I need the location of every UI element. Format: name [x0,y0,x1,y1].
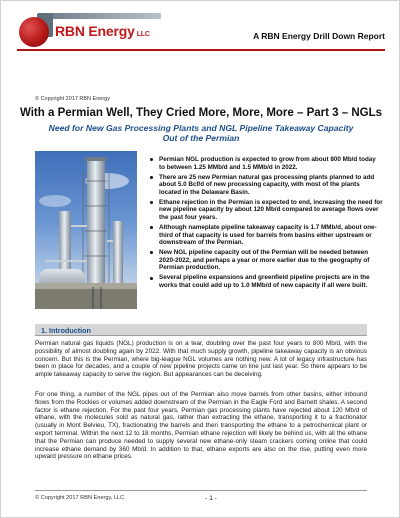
list-item: Although nameplate pipeline takeaway capacity is 1.7 MMb/d, about one-third of that capacity is used for barrels from basins either upstream or downstream of the Permian. [147,224,383,247]
list-item: New NGL pipeline capacity out of the Permian will be needed between 2020-2022, and perhaps a year or more earlier due to the geography of Permian production. [147,249,383,272]
body-paragraph: Permian natural gas liquids (NGL) production is on a tear, doubling over the past four years to 800 Mb/d, with the possibility of almost doubling again by 2022. With that much supply growth, pipeline takeaway capacity is an obvious concern. But this is the Permian, where big-league NGL volumes are nothing new. A lot of legacy infrastructure has been in place for decades, and a couple of new pipeline projects came on line just last year. So there appears to be ample takeaway capacity to serve the region. But appearances can be deceiving. [35,340,367,379]
key-findings-list [147,156,383,292]
brand-suffix: LLC [136,31,150,38]
plant-illustration [35,151,137,309]
section-heading-bar [35,324,367,336]
body-paragraph: For one thing, a number of the NGL pipes out of the Permian also move barrels from other basins, either inbound flows from the Rockies or volumes added downstream of the Permian in the Eagle Ford and Barnett shales. A second factor is ethane rejection. For the past four years, Permian gas processing plants have rejected about 120 Mb/d of ethane, with the molecules sold as natural gas, rather than extracting the ethane, transporting it to a fractionator (usually in Mont Belvieu, TX), fractionating the barrels and then transporting the ethane to a petrochemical plant or export terminal. Within the next 12 to 18 months, Permian ethane rejection will likely be behind us, with all the ethane that the Permian can produce needed to supply several new ethane-only steam crackers coming online that could increase ethane demand by 360 Mb/d. In addition to that, ethane exports are also on the rise, putting even more upward pressure on ethane prices. [35,391,367,461]
copyright-notice: © Copyright 2017 RBN Energy [35,96,110,102]
report-label: A RBN Energy Drill Down Report [253,31,385,41]
report-subtitle: Need for New Gas Processing Plants and NGL Pipeline Takeaway Capacity Out of the Permian [48,123,354,143]
header-rule [17,49,385,51]
section-title: 1. Introduction [41,325,91,335]
footer-copyright: © Copyright 2017 RBN Energy, LLC [35,495,125,501]
footer-rule [35,490,367,491]
rbn-energy-logo [17,13,167,47]
report-title: With a Permian Well, They Cried More, More, More – Part 3 – NGLs [19,107,383,119]
list-item: Several pipeline expansions and greenfield pipeline projects are in the works that could add up to 1.0 MMb/d of new capacity if all were built. [147,274,383,289]
list-item: Ethane rejection in the Permian is expected to end, increasing the need for new pipeline capacity by about 120 Mb/d compared to average flows over the past four years. [147,199,383,222]
logo-mark-icon [19,17,49,47]
gas-processing-plant-photo [35,151,137,309]
page-number: - 1 - [205,495,217,502]
brand-name: RBN Energy [55,23,135,39]
list-item: Permian NGL production is expected to grow from about 800 Mb/d today to between 1.25 MMb/d and 1.5 MMb/d in 2022. [147,156,383,171]
report-header [17,13,385,47]
list-item: There are 25 new Permian natural gas processing plants planned to add about 5.0 Bcf/d of new processing capacity, with most of the plants located in the Delaware Basin. [147,174,383,197]
